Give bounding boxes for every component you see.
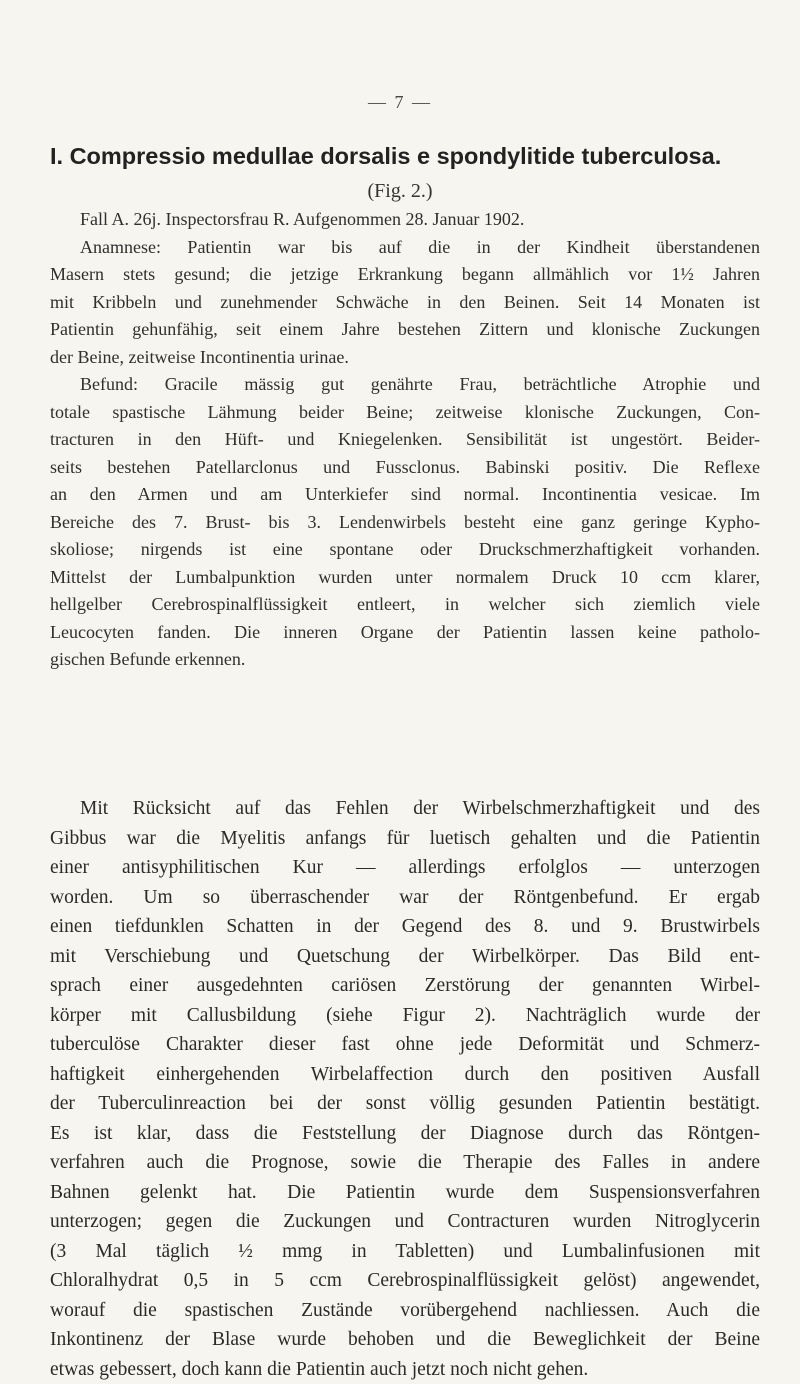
text-line: Mit Rücksicht auf das Fehlen der Wirbelschmerzhaftigkeit und des [50,794,760,824]
text-line: skoliose; nirgends ist eine spontane oder Druckschmerzhaftigkeit vorhanden. [50,536,760,564]
text-line: Bahnen gelenkt hat. Die Patientin wurde dem Suspensionsverfahren [50,1178,760,1208]
text-line: hellgelber Cerebrospinalflüssigkeit entleert, in welcher sich ziemlich viele [50,591,760,619]
text-line: gischen Befunde erkennen. [50,646,760,674]
text-line: Gibbus war die Myelitis anfangs für luetisch gehalten und die Patientin [50,824,760,854]
text-line: Leucocyten fanden. Die inneren Organe der Patientin lassen keine patholo- [50,619,760,647]
page-number: — 7 — [0,92,800,113]
case-report-small-print [50,206,760,674]
text-line: haftigkeit einhergehenden Wirbelaffection durch den positiven Ausfall [50,1060,760,1090]
text-line: Inkontinenz der Blase wurde behoben und die Beweglichkeit der Beine [50,1325,760,1355]
text-line: worden. Um so überraschender war der Röntgenbefund. Er ergab [50,883,760,913]
text-line: Mittelst der Lumbalpunktion wurden unter normalem Druck 10 ccm klarer, [50,564,760,592]
text-line: tracturen in den Hüft- und Kniegelenken. Sensibilität ist ungestört. Beider- [50,426,760,454]
text-line: einen tiefdunklen Schatten in der Gegend des 8. und 9. Brustwirbels [50,912,760,942]
text-line: worauf die spastischen Zustände vorübergehend nachliessen. Auch die [50,1296,760,1326]
text-line: der Tuberculinreaction bei der sonst völlig gesunden Patientin bestätigt. [50,1089,760,1119]
text-line: Bereiche des 7. Brust- bis 3. Lendenwirbels besteht eine ganz geringe Kypho- [50,509,760,537]
text-line: verfahren auch die Prognose, sowie die Therapie des Falles in andere [50,1148,760,1178]
text-line: Befund: Gracile mässig gut genährte Frau, beträchtliche Atrophie und [50,371,760,399]
text-line: tuberculöse Charakter dieser fast ohne jede Deformität und Schmerz- [50,1030,760,1060]
text-line: (3 Mal täglich ½ mmg in Tabletten) und Lumbalinfusionen mit [50,1237,760,1267]
text-line: Es ist klar, dass die Feststellung der Diagnose durch das Röntgen- [50,1119,760,1149]
text-line: Masern stets gesund; die jetzige Erkrankung begann allmählich vor 1½ Jahren [50,261,760,289]
text-line: einer antisyphilitischen Kur — allerdings erfolglos — unterzogen [50,853,760,883]
figure-reference: (Fig. 2.) [0,180,800,203]
text-line: mit Kribbeln und zunehmender Schwäche in den Beinen. Seit 14 Monaten ist [50,289,760,317]
text-line: an den Armen und am Unterkiefer sind normal. Incontinentia vesicae. Im [50,481,760,509]
text-line: Patientin gehunfähig, seit einem Jahre bestehen Zittern und klonische Zuckungen [50,316,760,344]
text-line: körper mit Callusbildung (siehe Figur 2). Nachträglich wurde der [50,1001,760,1031]
text-line: Fall A. 26j. Inspectorsfrau R. Aufgenommen 28. Januar 1902. [50,206,760,234]
discussion-paragraph [50,794,760,1384]
text-line: sprach einer ausgedehnten cariösen Zerstörung der genannten Wirbel- [50,971,760,1001]
section-title: I. Compressio medullae dorsalis e spondylitide tuberculosa. [50,143,760,170]
text-line: totale spastische Lähmung beider Beine; zeitweise klonische Zuckungen, Con- [50,399,760,427]
text-line: Anamnese: Patientin war bis auf die in der Kindheit überstandenen [50,234,760,262]
text-line: unterzogen; gegen die Zuckungen und Contracturen wurden Nitroglycerin [50,1207,760,1237]
text-line: Chloralhydrat 0,5 in 5 ccm Cerebrospinalflüssigkeit gelöst) angewendet, [50,1266,760,1296]
text-line: der Beine, zeitweise Incontinentia urinae. [50,344,760,372]
text-line: seits bestehen Patellarclonus und Fussclonus. Babinski positiv. Die Reflexe [50,454,760,482]
text-line: etwas gebessert, doch kann die Patientin auch jetzt noch nicht gehen. [50,1355,760,1384]
text-line: mit Verschiebung und Quetschung der Wirbelkörper. Das Bild ent- [50,942,760,972]
